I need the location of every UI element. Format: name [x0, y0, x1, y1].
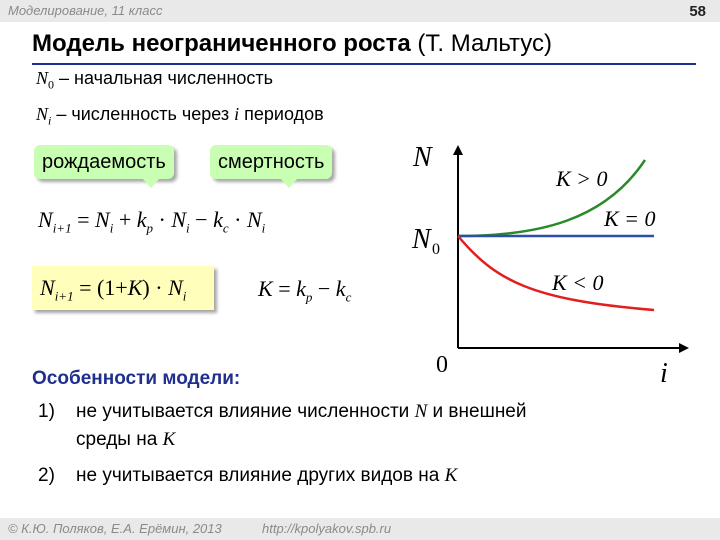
top-bar	[0, 0, 720, 22]
f2-close: ) ·	[142, 275, 169, 300]
k-definition-formula	[258, 276, 351, 305]
f1-t1-sub: i	[109, 220, 114, 236]
footer-bar	[0, 518, 720, 540]
f2-t: N	[168, 275, 183, 300]
f1-op1: +	[113, 207, 137, 232]
fi1-c: среды на	[76, 429, 163, 450]
y-axis-label: N	[413, 142, 432, 173]
course-name: Моделирование, 11 класс	[8, 3, 163, 18]
f2-mid: = (1+	[73, 275, 128, 300]
fi1-var: N	[414, 401, 428, 422]
f1-t2-sub: i	[186, 220, 190, 236]
label-k-negative: K < 0	[552, 270, 604, 295]
callout-tail	[142, 178, 160, 188]
birth-rate-label: рождаемость	[42, 151, 166, 173]
feature-text	[76, 462, 457, 489]
curve-decay	[458, 236, 654, 310]
f1-lhs: N	[38, 207, 53, 232]
feature-text	[76, 426, 175, 453]
feature-text	[76, 398, 527, 425]
fi1-b: и внешней	[427, 401, 527, 422]
f3-k1: k	[296, 276, 306, 301]
f1-eq: =	[71, 207, 95, 232]
definition-ni	[36, 104, 324, 129]
recurrence-formula	[38, 207, 265, 236]
feature-number: 1)	[38, 401, 55, 422]
fi1-a: не учитывается влияние численности	[76, 401, 415, 422]
f1-t3-sub: i	[261, 220, 266, 236]
fi2-a: не учитывается влияние других видов на	[76, 465, 445, 486]
f3-k1-sub: p	[305, 289, 313, 305]
f1-op2: −	[189, 207, 214, 232]
title-underline	[32, 63, 696, 65]
f3-k2-sub: c	[345, 289, 352, 305]
copyright: © К.Ю. Поляков, Е.А. Ерёмин, 2013	[8, 521, 222, 536]
definition-n0	[36, 68, 273, 93]
def-symbol: N	[36, 104, 49, 124]
f3-op: −	[312, 276, 336, 301]
death-rate-label: смертность	[218, 151, 325, 173]
fi2-var: K	[444, 465, 458, 486]
author-url: http://kpolyakov.spb.ru	[262, 521, 392, 536]
f1-k1: k	[136, 207, 147, 232]
f1-t3: N	[246, 207, 262, 232]
f1-dot1: ·	[153, 207, 172, 232]
f1-t2: N	[171, 207, 187, 232]
title-bold: Модель неограниченного роста	[32, 30, 411, 57]
def-symbol: N	[36, 68, 49, 88]
origin-label: 0	[436, 352, 448, 378]
slide-number: 58	[689, 3, 706, 20]
birth-rate-callout	[34, 145, 174, 179]
def-text: – начальная численность	[54, 68, 274, 88]
f3-eq: =	[272, 276, 297, 301]
f1-k2-sub: c	[222, 220, 229, 236]
feature-number: 2)	[38, 465, 55, 486]
fi1-var2: K	[162, 429, 176, 450]
n0-subscript: 0	[432, 241, 440, 258]
x-axis-label: i	[660, 358, 668, 389]
f1-k2: k	[213, 207, 223, 232]
curve-growth	[458, 160, 645, 236]
def-subscript: i	[48, 113, 52, 128]
n0-label: N	[412, 224, 431, 255]
label-k-positive: K > 0	[556, 166, 608, 191]
f1-k1-sub: p	[146, 220, 153, 236]
def-subscript: 0	[48, 77, 55, 92]
f2-lhs: N	[40, 275, 55, 300]
f2-lhs-sub: i+1	[54, 288, 74, 304]
def-text: – численность через	[51, 104, 235, 124]
title-normal: (Т. Мальтус)	[410, 30, 552, 57]
features-heading: Особенности модели:	[32, 368, 241, 389]
growth-formula	[40, 275, 186, 304]
def-var: i	[234, 104, 240, 124]
label-k-zero: K = 0	[604, 206, 656, 231]
f1-dot2: ·	[228, 207, 247, 232]
f3-k: K	[258, 276, 273, 301]
f2-k: K	[127, 275, 143, 300]
callout-tail	[280, 178, 298, 188]
f2-t-sub: i	[182, 288, 187, 304]
slide-title	[32, 30, 552, 58]
death-rate-callout	[210, 145, 332, 179]
f1-lhs-sub: i+1	[52, 220, 72, 236]
f1-t1: N	[95, 207, 110, 232]
def-tail: периодов	[239, 104, 324, 124]
f3-k2: k	[335, 276, 346, 301]
